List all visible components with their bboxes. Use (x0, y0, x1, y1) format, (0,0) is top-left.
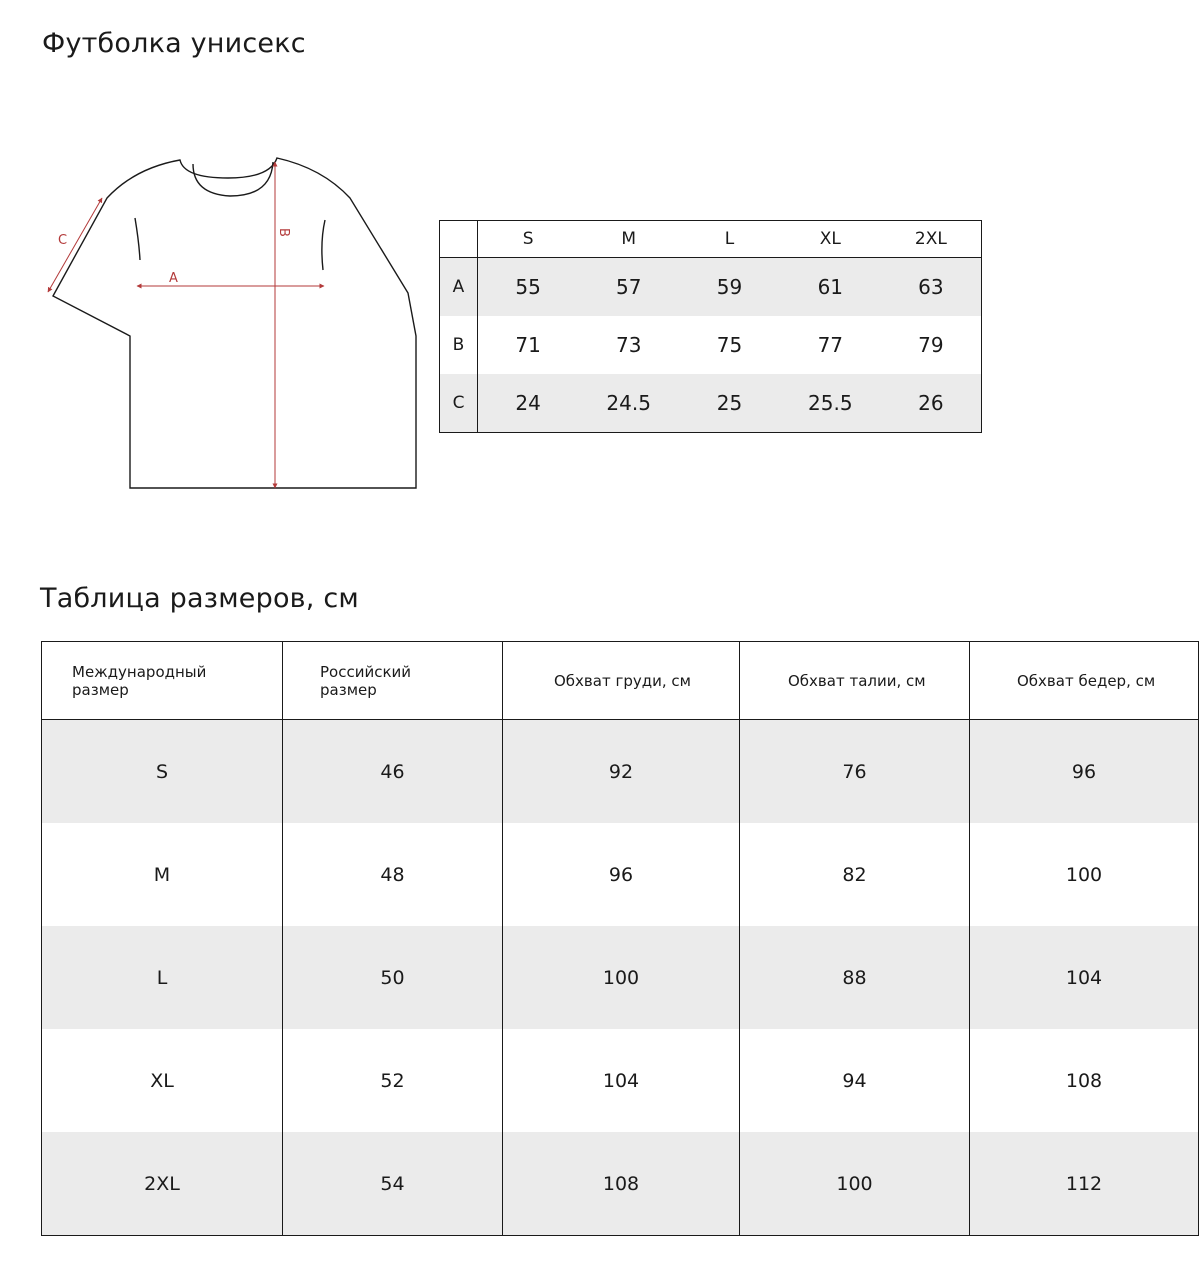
size-table-header (503, 642, 740, 720)
measure-cell: 77 (780, 316, 881, 374)
header-hips: Обхват бедер, см (1017, 671, 1156, 690)
table-cell: 88 (740, 926, 970, 1029)
table-row (42, 1132, 1199, 1236)
header-waist: Обхват талии, см (788, 671, 926, 690)
table-cell: 100 (970, 823, 1199, 926)
tshirt-outline (53, 158, 416, 488)
table-cell: 100 (740, 1132, 970, 1236)
measure-cell: 26 (881, 374, 982, 433)
size-table-header (740, 642, 970, 720)
table-row (42, 720, 1199, 824)
table-cell: S (42, 720, 283, 824)
table-cell: 96 (503, 823, 740, 926)
measurement-lines (48, 162, 324, 488)
measure-cell: 59 (679, 258, 780, 317)
measure-cell: 24.5 (578, 374, 679, 433)
measure-cell: 79 (881, 316, 982, 374)
table-row (42, 823, 1199, 926)
table-cell: 46 (283, 720, 503, 824)
table-cell: 92 (503, 720, 740, 824)
table-cell: 112 (970, 1132, 1199, 1236)
measure-row-label: B (440, 316, 478, 374)
table-cell: 54 (283, 1132, 503, 1236)
measure-cell: 57 (578, 258, 679, 317)
size-table-header (970, 642, 1199, 720)
measure-cell: 71 (478, 316, 579, 374)
measure-row (440, 258, 982, 317)
table-cell: 2XL (42, 1132, 283, 1236)
measurement-table (439, 220, 982, 433)
measure-c-line (48, 198, 102, 292)
table-cell: 100 (503, 926, 740, 1029)
measure-col-header: 2XL (881, 221, 982, 258)
table-cell: 104 (503, 1029, 740, 1132)
table-cell: 76 (740, 720, 970, 824)
table-cell: M (42, 823, 283, 926)
size-table-header (283, 642, 503, 720)
measure-corner-cell (440, 221, 478, 258)
size-table-title: Таблица размеров, см (40, 583, 359, 614)
header-international-size: Международный размер (72, 662, 207, 699)
page-title: Футболка унисекс (42, 28, 306, 59)
measure-b-label: B (276, 228, 291, 237)
measure-cell: 25 (679, 374, 780, 433)
measure-cell: 25.5 (780, 374, 881, 433)
measure-cell: 24 (478, 374, 579, 433)
measure-cell: 61 (780, 258, 881, 317)
table-cell: 48 (283, 823, 503, 926)
measure-row-label: C (440, 374, 478, 433)
size-table (41, 641, 1199, 1236)
tshirt-diagram (40, 150, 420, 500)
table-cell: XL (42, 1029, 283, 1132)
measure-a-label: A (169, 271, 178, 286)
table-cell: L (42, 926, 283, 1029)
table-cell: 108 (503, 1132, 740, 1236)
measure-row-label: A (440, 258, 478, 317)
header-russian-size: Российский размер (320, 662, 412, 699)
table-cell: 108 (970, 1029, 1199, 1132)
measure-cell: 55 (478, 258, 579, 317)
table-cell: 52 (283, 1029, 503, 1132)
measure-col-header: L (679, 221, 780, 258)
table-cell: 50 (283, 926, 503, 1029)
measure-cell: 73 (578, 316, 679, 374)
header-chest: Обхват груди, см (554, 671, 691, 690)
measure-col-header: M (578, 221, 679, 258)
table-cell: 82 (740, 823, 970, 926)
measure-cell: 75 (679, 316, 780, 374)
size-table-header (42, 642, 283, 720)
table-cell: 104 (970, 926, 1199, 1029)
table-row (42, 1029, 1199, 1132)
measure-col-header: S (478, 221, 579, 258)
measure-cell: 63 (881, 258, 982, 317)
table-cell: 94 (740, 1029, 970, 1132)
table-cell: 96 (970, 720, 1199, 824)
table-row (42, 926, 1199, 1029)
measure-col-header: XL (780, 221, 881, 258)
measure-row (440, 374, 982, 433)
measure-c-label: C (58, 233, 68, 248)
measure-row (440, 316, 982, 374)
